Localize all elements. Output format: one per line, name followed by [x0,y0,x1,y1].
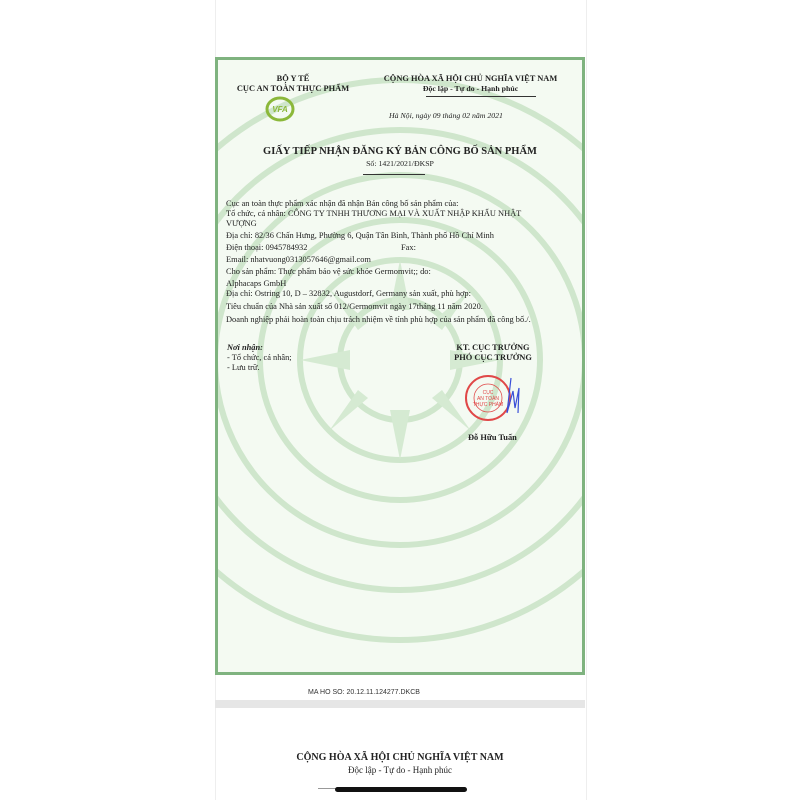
official-stamp [463,373,523,423]
page-separator [215,700,585,708]
body-line: Tổ chức, cá nhân: CÔNG TY TNHH THƯƠNG MẠI VÀ XUẤT NHẬP KHẨU NHẬT [226,209,522,218]
place-date: Hà Nội, ngày 09 tháng 02 năm 2021 [389,111,503,120]
recipient-item: - Lưu trữ. [227,363,260,372]
svg-text:VFA: VFA [272,105,288,114]
body-line: Cho sản phẩm: Thực phẩm bảo vệ sức khỏe Germomvit;; do: [226,267,431,276]
body-line: Alphacaps GmbH [226,279,287,288]
body-line: Điện thoại: 0945784932 [226,243,308,252]
body-line: Email: nhatvuong0313057646@gmail.com [226,255,371,264]
body-line: Doanh nghiệp phải hoàn toàn chịu trách nhiệm về tính phù hợp của sản phẩm đã công bố./. [226,315,531,324]
motto: Độc lập - Tự do - Hạnh phúc [422,84,519,93]
ministry: BỘ Y TẾ [276,74,310,83]
body-line: Địa chỉ: Ostring 10, D – 32832, Augustdorf, Germany sản xuất, phù hợp: [226,289,471,298]
body-line: VƯỢNG [226,219,257,228]
fax-label: Fax: [401,243,416,252]
home-indicator[interactable] [335,787,467,792]
body-line: Cục an toàn thực phẩm xác nhận đã nhận Bản công bố sản phẩm của: [226,199,459,208]
body-line: Địa chỉ: 82/36 Chấn Hưng, Phường 6, Quận Tân Bình, Thành phố Hồ Chí Minh [226,231,494,240]
next-page-country: CỘNG HÒA XÃ HỘI CHỦ NGHĨA VIỆT NAM [296,752,504,763]
recipient-item: - Tổ chức, cá nhân; [227,353,292,362]
signature-title: KT. CỤC TRƯỞNG [456,343,530,352]
next-page-motto: Độc lập - Tự do - Hạnh phúc [348,765,452,775]
certificate [215,57,585,675]
signature-scribble [507,378,519,413]
svg-text:AN TOÀN: AN TOÀN [476,396,500,402]
svg-text:THỰC PHẨM: THỰC PHẨM [472,402,504,408]
country-name: CỘNG HÒA XÃ HỘI CHỦ NGHĨA VIỆT NAM [383,74,558,83]
agency: CỤC AN TOÀN THỰC PHẨM [236,84,350,93]
signer-name: Đỗ Hữu Tuấn [468,433,517,442]
file-code: MA HO SO: 20.12.11.124277.DKCB [308,689,420,696]
body-line: Tiêu chuẩn của Nhà sản xuất số 012/Germomvit ngày 17tháng 11 năm 2020. [226,302,483,311]
document-number: Số: 1421/2021/ĐKSP [366,159,434,168]
recipients-label: Nơi nhận: [227,343,263,352]
svg-text:CỤC: CỤC [482,390,494,396]
signature-title: PHÓ CỤC TRƯỞNG [454,353,532,362]
document-title: GIẤY TIẾP NHẬN ĐĂNG KÝ BẢN CÔNG BỐ SẢN PHẨM [263,146,537,157]
vfa-logo [265,96,295,122]
